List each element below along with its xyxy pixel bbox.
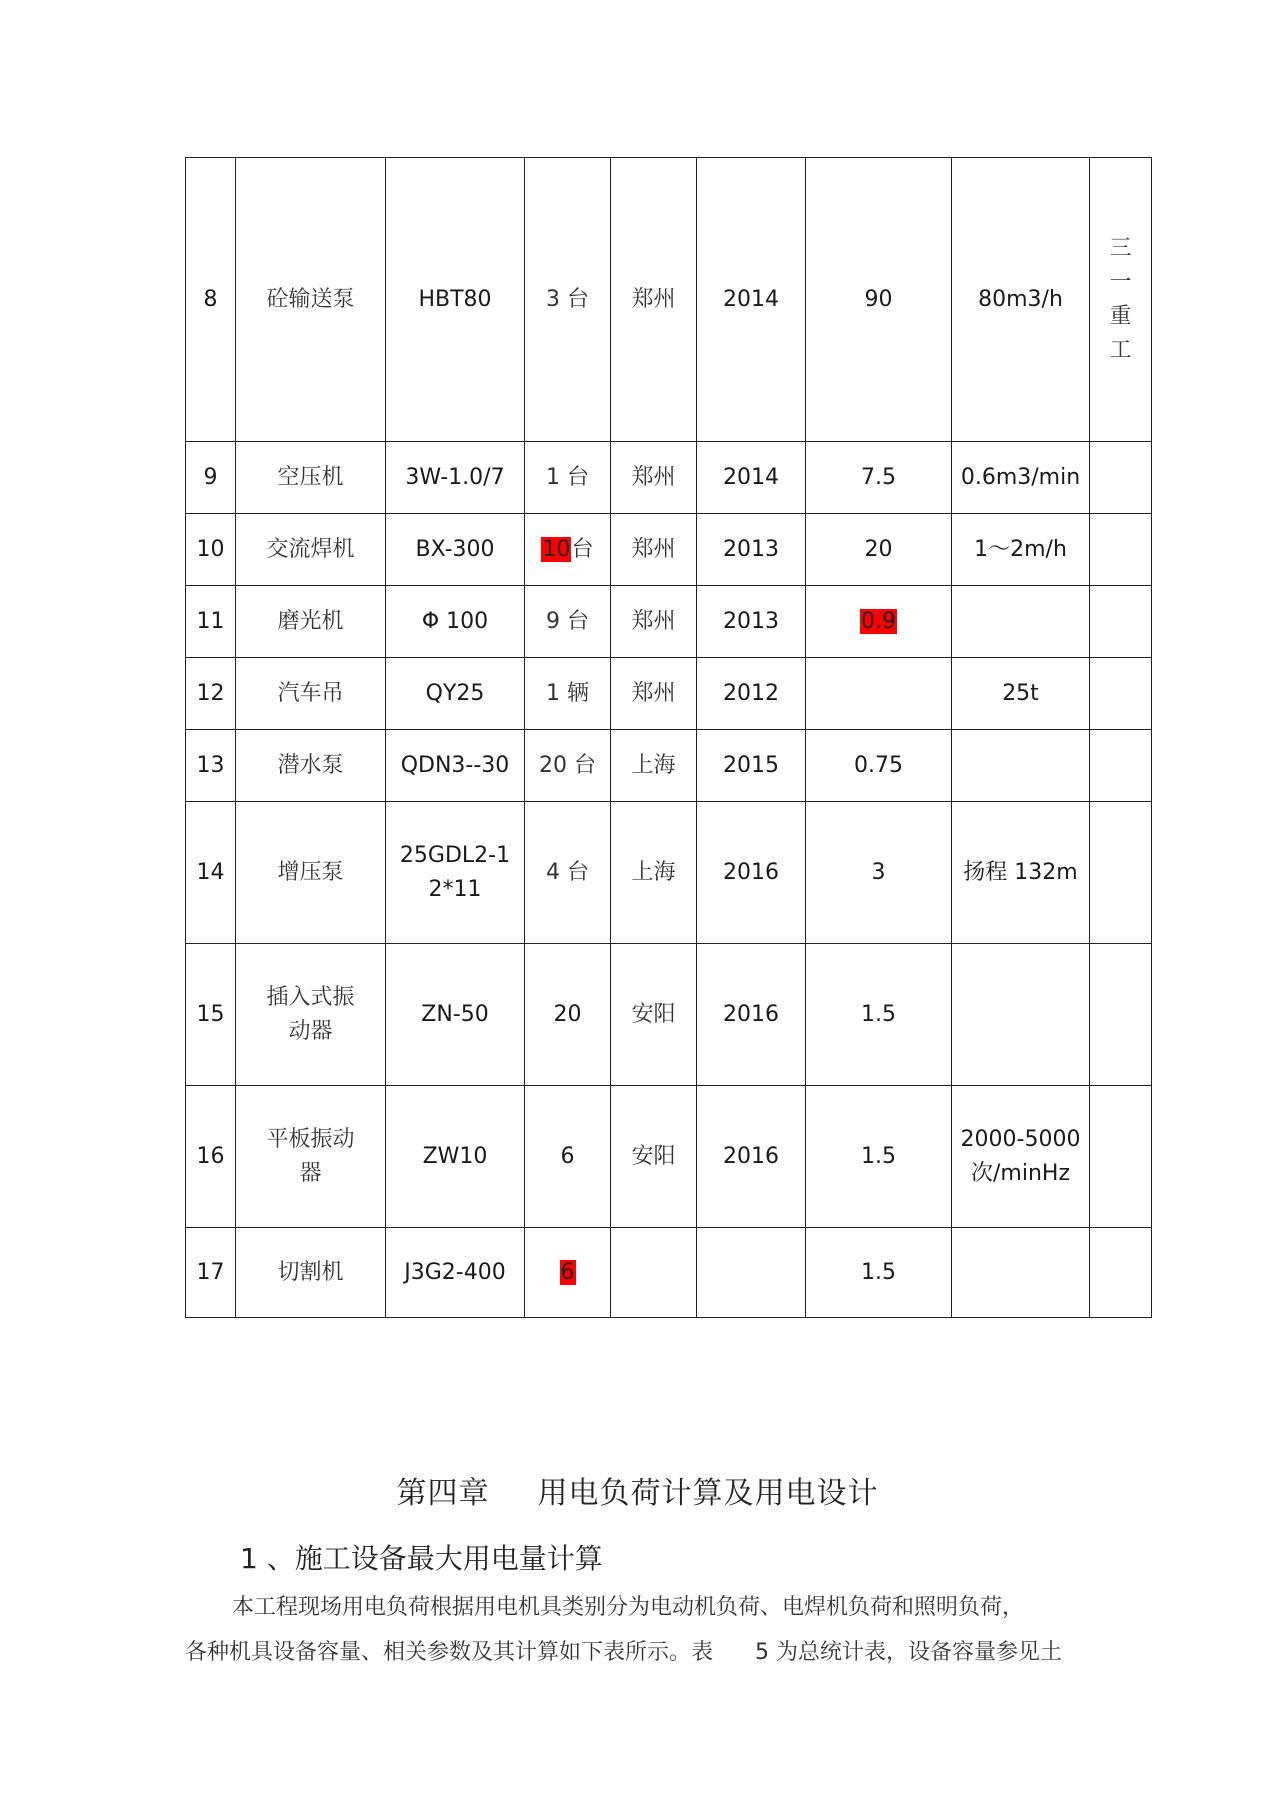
equipment-spec: 80m3/h <box>952 158 1090 442</box>
equipment-name: 切割机 <box>236 1228 386 1318</box>
equipment-table <box>185 157 1152 1318</box>
row-number: 10 <box>186 514 236 586</box>
equipment-model: QY25 <box>386 658 525 730</box>
equipment-quantity: 20 <box>525 944 611 1086</box>
equipment-quantity: 1 台 <box>525 442 611 514</box>
name-line: 动器 <box>288 1018 333 1044</box>
name-line: 插入式振 <box>266 984 355 1010</box>
paragraph-text: 各种机具设备容量、相关参数及其计算如下表所示。表 <box>185 1640 714 1665</box>
manufacturer-cell <box>1090 158 1152 442</box>
equipment-origin: 郑州 <box>611 158 697 442</box>
equipment-quantity: 6 <box>525 1086 611 1228</box>
paragraph-line <box>185 1635 1145 1666</box>
equipment-power: 90 <box>806 158 952 442</box>
equipment-power: 7.5 <box>806 442 952 514</box>
manufacturer-cell <box>1090 944 1152 1086</box>
equipment-quantity: 3 台 <box>525 158 611 442</box>
name-line: 器 <box>299 1160 322 1186</box>
manufacturer-cell <box>1090 1086 1152 1228</box>
equipment-power <box>806 586 952 658</box>
equipment-model: ZW10 <box>386 1086 525 1228</box>
row-number: 16 <box>186 1086 236 1228</box>
manufacturer-cell <box>1090 442 1152 514</box>
table-row <box>186 442 1152 514</box>
equipment-origin: 上海 <box>611 802 697 944</box>
name-line: 平板振动 <box>266 1126 355 1152</box>
equipment-spec <box>952 1086 1090 1228</box>
manufacturer-char: 工 <box>1109 337 1132 363</box>
equipment-quantity: 20 台 <box>525 730 611 802</box>
row-number: 12 <box>186 658 236 730</box>
equipment-year: 2014 <box>697 442 806 514</box>
equipment-power: 20 <box>806 514 952 586</box>
equipment-model: ZN-50 <box>386 944 525 1086</box>
equipment-power: 1.5 <box>806 1086 952 1228</box>
equipment-spec <box>952 1228 1090 1318</box>
equipment-quantity: 1 辆 <box>525 658 611 730</box>
equipment-power <box>806 658 952 730</box>
equipment-origin <box>611 1228 697 1318</box>
equipment-name: 交流焊机 <box>236 514 386 586</box>
equipment-model <box>386 802 525 944</box>
section-heading: 1 、施工设备最大用电量计算 <box>240 1542 603 1575</box>
row-number: 9 <box>186 442 236 514</box>
table-row <box>186 1086 1152 1228</box>
equipment-origin: 郑州 <box>611 658 697 730</box>
equipment-spec: 1～2m/h <box>952 514 1090 586</box>
table-row <box>186 802 1152 944</box>
equipment-model: 3W-1.0/7 <box>386 442 525 514</box>
equipment-year <box>697 1228 806 1318</box>
table-row <box>186 158 1152 442</box>
equipment-year: 2013 <box>697 514 806 586</box>
equipment-spec: 0.6m3/min <box>952 442 1090 514</box>
manufacturer-char: 一 <box>1109 269 1132 295</box>
equipment-year: 2014 <box>697 158 806 442</box>
equipment-spec <box>952 944 1090 1086</box>
equipment-year: 2013 <box>697 586 806 658</box>
equipment-name: 汽车吊 <box>236 658 386 730</box>
equipment-quantity <box>525 1228 611 1318</box>
equipment-origin: 郑州 <box>611 442 697 514</box>
equipment-origin: 郑州 <box>611 514 697 586</box>
paragraph-text: 5 为总统计表，设备容量参见土 <box>754 1640 1062 1665</box>
row-number: 14 <box>186 802 236 944</box>
equipment-name: 磨光机 <box>236 586 386 658</box>
equipment-spec <box>952 586 1090 658</box>
equipment-year: 2012 <box>697 658 806 730</box>
manufacturer-char: 三 <box>1109 235 1132 261</box>
quantity-unit: 台 <box>571 536 594 562</box>
highlight-mark: 10 <box>542 536 571 562</box>
manufacturer-cell <box>1090 802 1152 944</box>
equipment-spec: 25t <box>952 658 1090 730</box>
equipment-name: 空压机 <box>236 442 386 514</box>
manufacturer-char: 重 <box>1109 303 1132 329</box>
chapter-number: 第四章 <box>396 1476 490 1511</box>
equipment-name <box>236 1086 386 1228</box>
table-row <box>186 586 1152 658</box>
row-number: 8 <box>186 158 236 442</box>
equipment-quantity: 4 台 <box>525 802 611 944</box>
equipment-name: 潜水泵 <box>236 730 386 802</box>
model-line: 25GDL2-1 <box>399 842 511 868</box>
spec-line: 次/minHz <box>971 1160 1070 1186</box>
equipment-year: 2016 <box>697 802 806 944</box>
equipment-power: 3 <box>806 802 952 944</box>
equipment-year: 2016 <box>697 944 806 1086</box>
table-row <box>186 658 1152 730</box>
equipment-origin: 安阳 <box>611 1086 697 1228</box>
manufacturer-cell <box>1090 514 1152 586</box>
equipment-name: 砼输送泵 <box>236 158 386 442</box>
equipment-model: J3G2-400 <box>386 1228 525 1318</box>
chapter-title: 用电负荷计算及用电设计 <box>537 1476 879 1511</box>
equipment-origin: 上海 <box>611 730 697 802</box>
paragraph-line: 本工程现场用电负荷根据用电机具类别分为电动机负荷、电焊机负荷和照明负荷， <box>232 1595 1025 1620</box>
equipment-spec <box>952 730 1090 802</box>
row-number: 17 <box>186 1228 236 1318</box>
equipment-year: 2015 <box>697 730 806 802</box>
manufacturer-cell <box>1090 658 1152 730</box>
table-row <box>186 730 1152 802</box>
manufacturer-cell <box>1090 730 1152 802</box>
row-number: 15 <box>186 944 236 1086</box>
model-line: 2*11 <box>428 876 482 902</box>
table-row <box>186 514 1152 586</box>
equipment-model: HBT80 <box>386 158 525 442</box>
chapter-heading <box>0 1468 1275 1512</box>
equipment-power: 1.5 <box>806 1228 952 1318</box>
manufacturer-cell <box>1090 1228 1152 1318</box>
table-row <box>186 944 1152 1086</box>
equipment-origin: 郑州 <box>611 586 697 658</box>
equipment-origin: 安阳 <box>611 944 697 1086</box>
equipment-power: 1.5 <box>806 944 952 1086</box>
highlight-mark: 0.9 <box>861 608 896 634</box>
highlight-mark: 6 <box>560 1259 575 1285</box>
equipment-spec: 扬程 132m <box>952 802 1090 944</box>
spec-line: 2000-5000 <box>960 1126 1081 1152</box>
equipment-power: 0.75 <box>806 730 952 802</box>
manufacturer-cell <box>1090 586 1152 658</box>
row-number: 11 <box>186 586 236 658</box>
equipment-quantity: 9 台 <box>525 586 611 658</box>
equipment-name: 增压泵 <box>236 802 386 944</box>
equipment-model: BX-300 <box>386 514 525 586</box>
equipment-model: Φ 100 <box>386 586 525 658</box>
equipment-year: 2016 <box>697 1086 806 1228</box>
row-number: 13 <box>186 730 236 802</box>
equipment-quantity <box>525 514 611 586</box>
equipment-model: QDN3--30 <box>386 730 525 802</box>
equipment-name <box>236 944 386 1086</box>
table-row <box>186 1228 1152 1318</box>
